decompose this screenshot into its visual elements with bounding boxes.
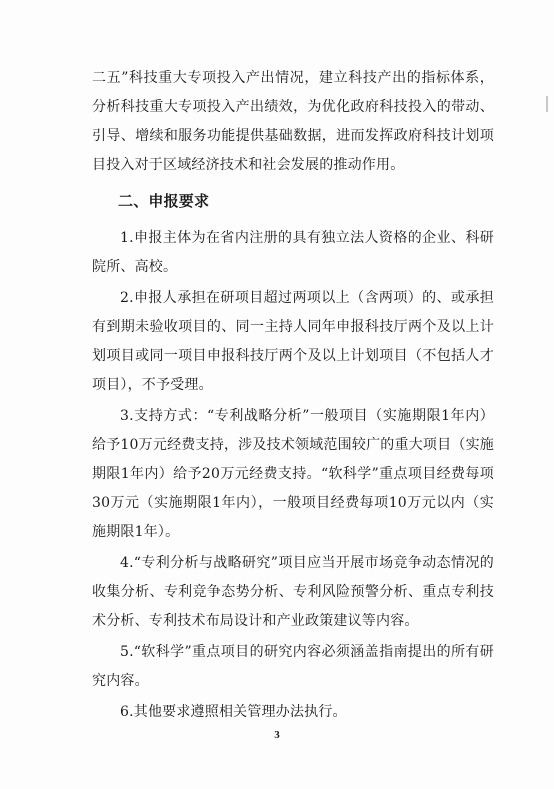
requirement-item-5: 5.“软科学”重点项目的研究内容必须涵盖指南提出的所有研究内容。 <box>92 644 494 689</box>
requirement-item-2: 2.申报人承担在研项目超过两项以上（含两项）的、或承担有到期未验收项目的、同一主持人同年申报科技厅两个及以上计划项目或同一项目申报科技厅两个及以上计划项目（不包括人才项目），不予受理。 <box>92 290 494 393</box>
requirement-item-1: 1.申报主体为在省内注册的具有独立法人资格的企业、科研院所、高校。 <box>92 230 494 275</box>
page-number: 3 <box>274 729 280 741</box>
section-heading: 二、申报要求 <box>118 192 210 210</box>
requirement-item-3: 3.支持方式：“专利战略分析”一般项目（实施期限1年内）给予10万元经费支持，涉及技术领域范围较广的重大项目（实施期限1年内）给予20万元经费支持。“软科学”重点项目经费每项30万元（实施期限1年内），一般项目经费每项10万元以内（实施期限1年）。 <box>92 408 494 540</box>
document-body <box>92 64 494 727</box>
intro-paragraph: 二五”科技重大专项投入产出情况，建立科技产出的指标体系，分析科技重大专项投入产出绩效，为优化政府科技投入的带动、引导、增续和服务功能提供基础数据，进而发挥政府科技计划项目投入对于区域经济技术和社会发展的推动作用。 <box>92 70 494 173</box>
requirement-item-6: 6.其他要求遵照相关管理办法执行。 <box>120 704 347 720</box>
scan-edge-mark <box>546 96 548 112</box>
requirement-item-4: 4.“专利分析与战略研究”项目应当开展市场竞争动态情况的收集分析、专利竞争态势分析、专利风险预警分析、重点专利技术分析、专利技术布局设计和产业政策建议等内容。 <box>92 555 494 629</box>
